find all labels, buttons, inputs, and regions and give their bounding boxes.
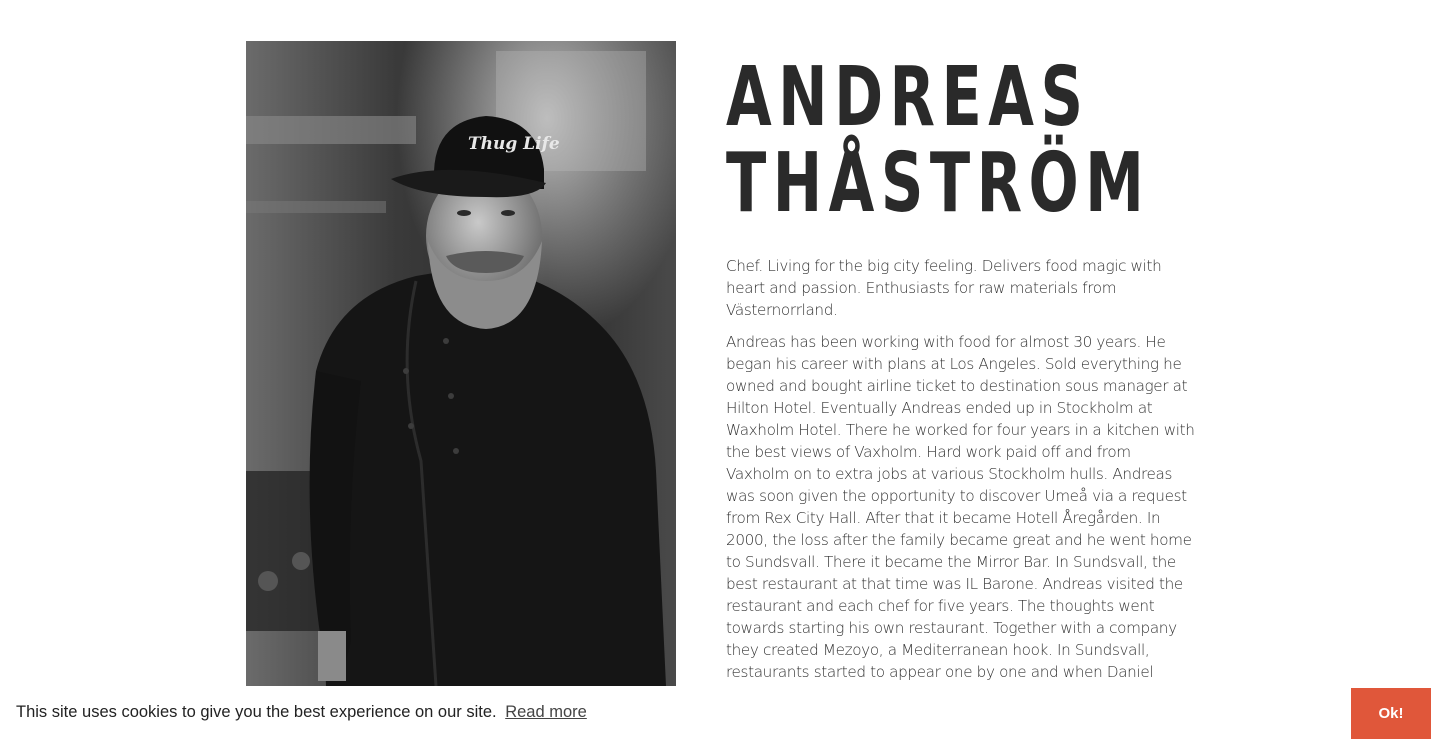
cookie-consent-bar — [0, 688, 1431, 739]
cookie-message: This site uses cookies to give you the best experience on our site. — [16, 703, 497, 721]
chef-name-heading — [726, 50, 1196, 231]
chef-last-name: THÅSTRÖM — [726, 136, 1151, 231]
chef-first-name: ANDREAS — [726, 50, 1090, 145]
profile-content — [726, 50, 1196, 683]
cap-logo-text: Thug Life — [468, 134, 560, 154]
chef-portrait-illustration — [246, 41, 676, 686]
chef-intro-paragraph: Chef. Living for the big city feeling. Delivers food magic with heart and passion. Enthusiasts for raw materials from Västernorrland. — [726, 257, 1162, 319]
cookie-ok-button[interactable]: Ok! — [1351, 688, 1431, 739]
chef-bio-container — [726, 331, 1196, 683]
cookie-read-more-link[interactable]: Read more — [505, 703, 587, 721]
cookie-message-wrapper — [16, 703, 587, 722]
chef-portrait-photo — [246, 41, 676, 686]
chef-bio-paragraph: Andreas has been working with food for almost 30 years. He began his career with plans at Los Angeles. Sold everything he owned and bought airline ticket to destination sous manager at Hilton Hotel. Eventually Andreas ended up in Stockholm at Waxholm Hotel. There he worked for four years in a kitchen with the best views of Vaxholm. Hard work paid off and from Vaxholm on to extra jobs at various Stockholm hulls. Andreas was soon given the opportunity to discover Umeå via a request from Rex City Hall. After that it became Hotell Åregården. In 2000, the loss after the family became great and he went home to Sundsvall. There it became the Mirror Bar. In Sundsvall, the best restaurant at that time was IL Barone. Andreas visited the restaurant and each chef for five years. The thoughts went towards starting his own restaurant. Together with a company they created Mezoyo, a Mediterranean hook. In Sundsvall, restaurants started to appear one by one and when Daniel — [726, 333, 1195, 681]
